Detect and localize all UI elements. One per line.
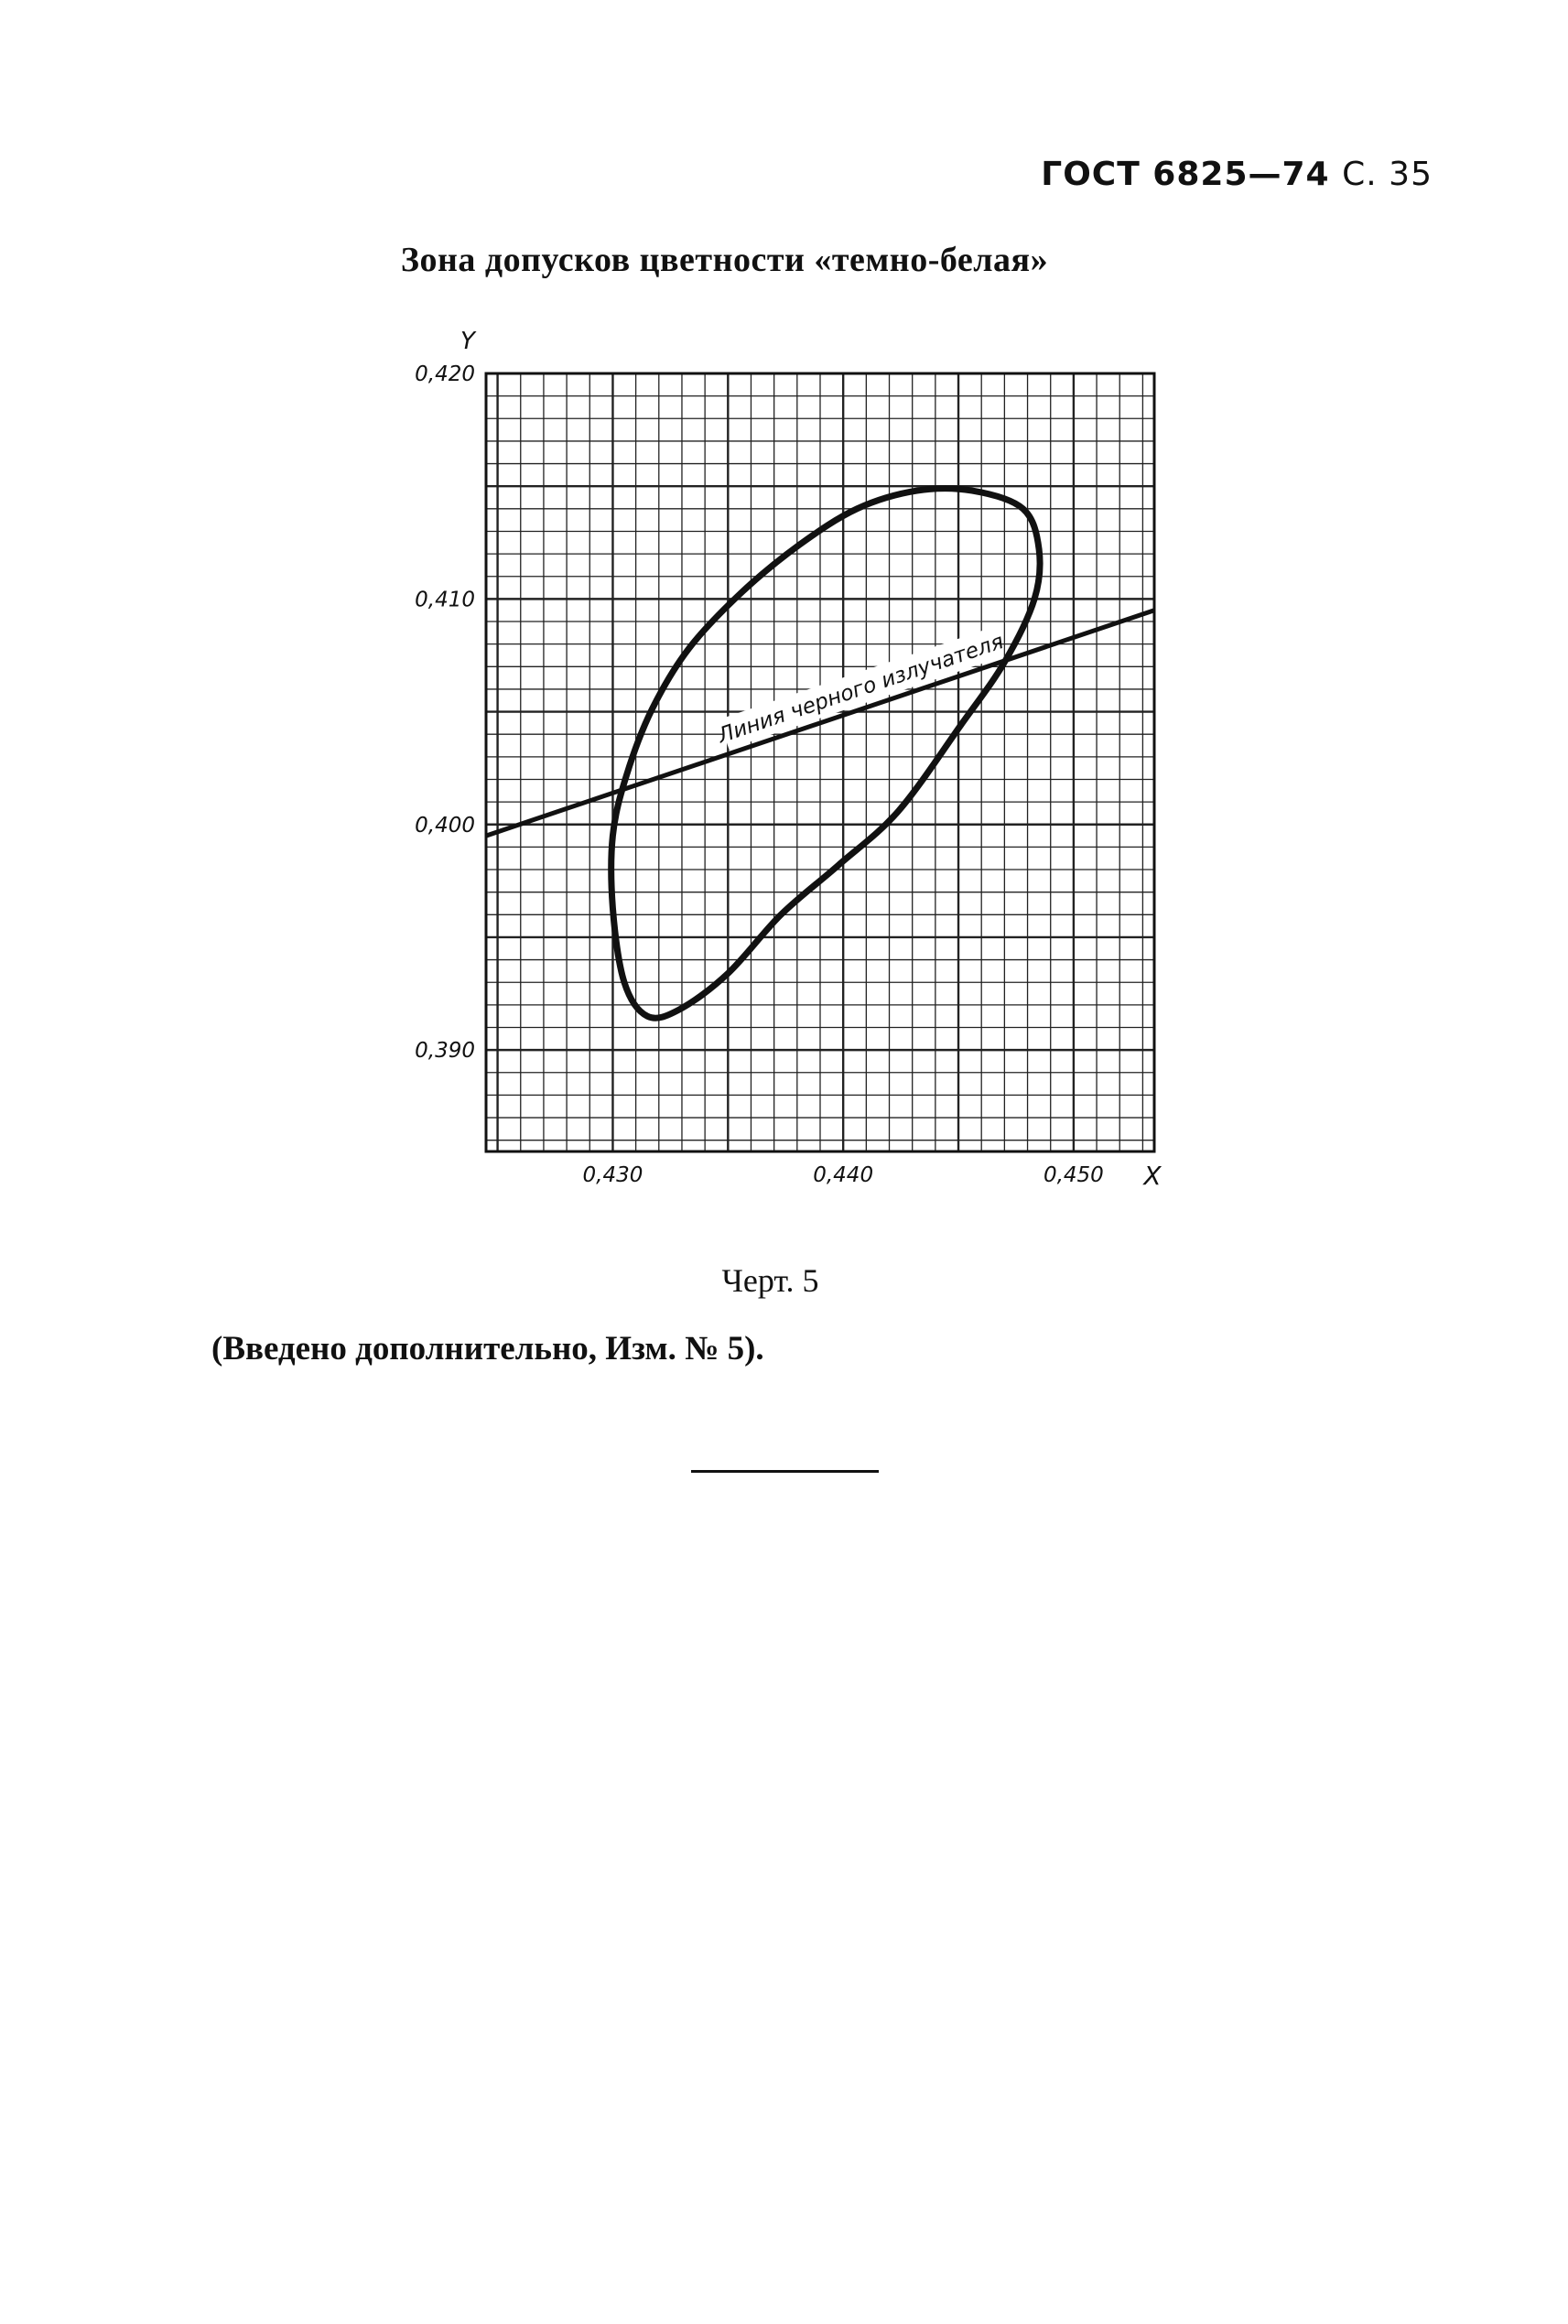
figure-title: Зона допусков цветности «темно-белая» <box>400 241 1049 279</box>
x-tick-label: 0,430 <box>582 1163 643 1187</box>
tolerance-zone-outline <box>611 489 1040 1019</box>
chart-grid <box>486 373 1154 1151</box>
y-tick-label: 0,400 <box>415 813 475 838</box>
y-tick-label: 0,410 <box>415 588 475 612</box>
closing-rule <box>691 1470 879 1473</box>
y-tick-labels <box>415 362 475 1063</box>
page-number: С. 35 <box>1342 156 1433 193</box>
x-tick-label: 0,450 <box>1043 1163 1104 1187</box>
document-code: ГОСТ 6825—74 <box>1041 156 1330 193</box>
y-tick-label: 0,420 <box>415 362 475 386</box>
x-axis-label: X <box>1143 1161 1162 1191</box>
y-axis-label: Y <box>460 328 475 355</box>
planckian-locus-label: Линия черного излучателя <box>715 630 1007 749</box>
x-tick-labels <box>583 1163 1104 1187</box>
figure-caption: Черт. 5 <box>721 1262 819 1299</box>
y-tick-label: 0,390 <box>415 1039 475 1064</box>
x-tick-label: 0,440 <box>813 1163 874 1187</box>
amendment-note: (Введено дополнительно, Изм. № 5). <box>211 1330 764 1367</box>
